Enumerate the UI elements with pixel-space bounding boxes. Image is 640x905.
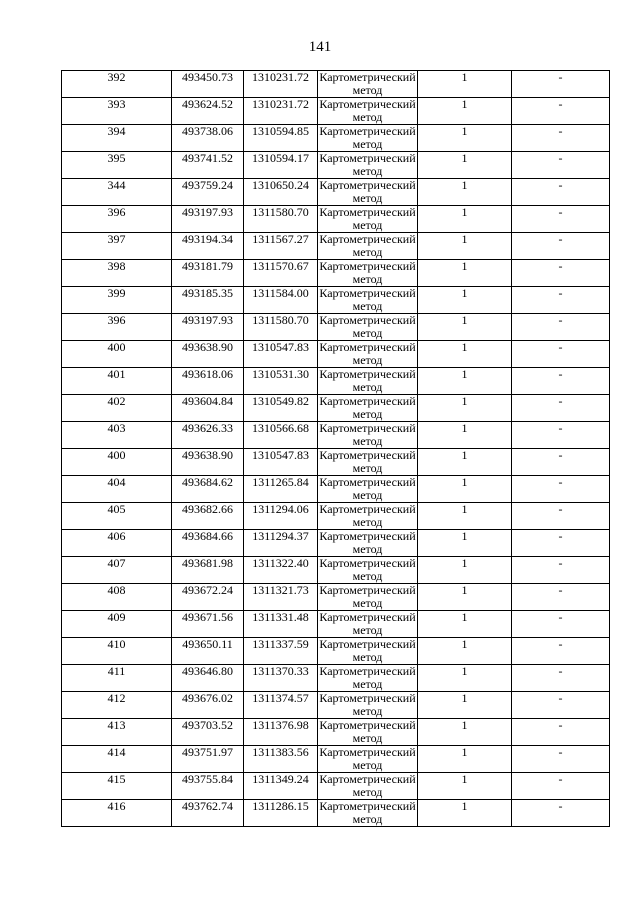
y-coordinate-cell: 1310231.72 (244, 98, 318, 125)
point-number-cell: 399 (62, 287, 172, 314)
method-cell (318, 71, 418, 98)
point-number-cell: 411 (62, 665, 172, 692)
y-coordinate-cell: 1311321.73 (244, 584, 318, 611)
y-coordinate-cell: 1310549.82 (244, 395, 318, 422)
description-cell: - (512, 233, 610, 260)
method-text: Картометрический метод (319, 773, 416, 799)
x-coordinate-cell: 493450.73 (172, 71, 244, 98)
table-row (62, 152, 610, 179)
x-coordinate-cell: 493618.06 (172, 368, 244, 395)
description-cell: - (512, 665, 610, 692)
method-cell (318, 152, 418, 179)
point-number-cell: 407 (62, 557, 172, 584)
x-coordinate-cell: 493684.62 (172, 476, 244, 503)
description-cell: - (512, 773, 610, 800)
y-coordinate-cell: 1311294.37 (244, 530, 318, 557)
x-coordinate-cell: 493759.24 (172, 179, 244, 206)
method-text: Картометрический метод (319, 152, 416, 178)
method-cell (318, 746, 418, 773)
accuracy-cell: 1 (418, 152, 512, 179)
accuracy-cell: 1 (418, 449, 512, 476)
y-coordinate-cell: 1311570.67 (244, 260, 318, 287)
method-text: Картометрический метод (319, 422, 416, 448)
method-cell (318, 206, 418, 233)
table-row (62, 530, 610, 557)
method-cell (318, 692, 418, 719)
method-text: Картометрический метод (319, 800, 416, 826)
y-coordinate-cell: 1311584.00 (244, 287, 318, 314)
method-text: Картометрический метод (319, 179, 416, 205)
coordinates-table-body (62, 71, 610, 827)
x-coordinate-cell: 493197.93 (172, 206, 244, 233)
description-cell: - (512, 179, 610, 206)
y-coordinate-cell: 1311580.70 (244, 206, 318, 233)
accuracy-cell: 1 (418, 206, 512, 233)
x-coordinate-cell: 493646.80 (172, 665, 244, 692)
description-cell: - (512, 530, 610, 557)
method-cell (318, 125, 418, 152)
x-coordinate-cell: 493638.90 (172, 341, 244, 368)
x-coordinate-cell: 493638.90 (172, 449, 244, 476)
method-text: Картометрический метод (319, 98, 416, 124)
coordinates-table (61, 70, 610, 827)
method-cell (318, 395, 418, 422)
description-cell: - (512, 476, 610, 503)
table-row (62, 422, 610, 449)
description-cell: - (512, 692, 610, 719)
x-coordinate-cell: 493755.84 (172, 773, 244, 800)
point-number-cell: 405 (62, 503, 172, 530)
y-coordinate-cell: 1310650.24 (244, 179, 318, 206)
table-row (62, 449, 610, 476)
method-text: Картометрический метод (319, 395, 416, 421)
accuracy-cell: 1 (418, 692, 512, 719)
description-cell: - (512, 611, 610, 638)
description-cell: - (512, 152, 610, 179)
y-coordinate-cell: 1310594.85 (244, 125, 318, 152)
accuracy-cell: 1 (418, 368, 512, 395)
table-row (62, 125, 610, 152)
method-text: Картометрический метод (319, 665, 416, 691)
accuracy-cell: 1 (418, 125, 512, 152)
description-cell: - (512, 422, 610, 449)
point-number-cell: 400 (62, 341, 172, 368)
description-cell: - (512, 341, 610, 368)
table-row (62, 260, 610, 287)
y-coordinate-cell: 1311376.98 (244, 719, 318, 746)
accuracy-cell: 1 (418, 611, 512, 638)
description-cell: - (512, 206, 610, 233)
point-number-cell: 412 (62, 692, 172, 719)
y-coordinate-cell: 1311294.06 (244, 503, 318, 530)
accuracy-cell: 1 (418, 746, 512, 773)
method-text: Картометрический метод (319, 449, 416, 475)
table-row (62, 476, 610, 503)
accuracy-cell: 1 (418, 476, 512, 503)
description-cell: - (512, 260, 610, 287)
y-coordinate-cell: 1311580.70 (244, 314, 318, 341)
method-text: Картометрический метод (319, 719, 416, 745)
y-coordinate-cell: 1310566.68 (244, 422, 318, 449)
x-coordinate-cell: 493194.34 (172, 233, 244, 260)
description-cell: - (512, 584, 610, 611)
accuracy-cell: 1 (418, 773, 512, 800)
point-number-cell: 393 (62, 98, 172, 125)
method-text: Картометрический метод (319, 611, 416, 637)
x-coordinate-cell: 493671.56 (172, 611, 244, 638)
method-text: Картометрический метод (319, 503, 416, 529)
method-cell (318, 665, 418, 692)
description-cell: - (512, 98, 610, 125)
accuracy-cell: 1 (418, 665, 512, 692)
point-number-cell: 402 (62, 395, 172, 422)
method-cell (318, 611, 418, 638)
x-coordinate-cell: 493604.84 (172, 395, 244, 422)
y-coordinate-cell: 1311331.48 (244, 611, 318, 638)
method-cell (318, 530, 418, 557)
description-cell: - (512, 287, 610, 314)
y-coordinate-cell: 1310547.83 (244, 341, 318, 368)
x-coordinate-cell: 493681.98 (172, 557, 244, 584)
point-number-cell: 416 (62, 800, 172, 827)
point-number-cell: 415 (62, 773, 172, 800)
y-coordinate-cell: 1311370.33 (244, 665, 318, 692)
accuracy-cell: 1 (418, 260, 512, 287)
method-text: Картометрический метод (319, 557, 416, 583)
table-row (62, 341, 610, 368)
y-coordinate-cell: 1311265.84 (244, 476, 318, 503)
method-cell (318, 503, 418, 530)
y-coordinate-cell: 1311567.27 (244, 233, 318, 260)
x-coordinate-cell: 493738.06 (172, 125, 244, 152)
description-cell: - (512, 503, 610, 530)
accuracy-cell: 1 (418, 584, 512, 611)
accuracy-cell: 1 (418, 98, 512, 125)
method-text: Картометрический метод (319, 206, 416, 232)
method-text: Картометрический метод (319, 584, 416, 610)
point-number-cell: 395 (62, 152, 172, 179)
y-coordinate-cell: 1310531.30 (244, 368, 318, 395)
table-row (62, 98, 610, 125)
method-cell (318, 638, 418, 665)
accuracy-cell: 1 (418, 314, 512, 341)
x-coordinate-cell: 493751.97 (172, 746, 244, 773)
description-cell: - (512, 395, 610, 422)
point-number-cell: 396 (62, 314, 172, 341)
x-coordinate-cell: 493684.66 (172, 530, 244, 557)
accuracy-cell: 1 (418, 395, 512, 422)
accuracy-cell: 1 (418, 71, 512, 98)
point-number-cell: 403 (62, 422, 172, 449)
point-number-cell: 413 (62, 719, 172, 746)
x-coordinate-cell: 493703.52 (172, 719, 244, 746)
x-coordinate-cell: 493682.66 (172, 503, 244, 530)
point-number-cell: 344 (62, 179, 172, 206)
y-coordinate-cell: 1311374.57 (244, 692, 318, 719)
accuracy-cell: 1 (418, 557, 512, 584)
x-coordinate-cell: 493197.93 (172, 314, 244, 341)
y-coordinate-cell: 1311383.56 (244, 746, 318, 773)
description-cell: - (512, 449, 610, 476)
description-cell: - (512, 746, 610, 773)
method-text: Картометрический метод (319, 368, 416, 394)
y-coordinate-cell: 1311349.24 (244, 773, 318, 800)
method-cell (318, 179, 418, 206)
method-text: Картометрический метод (319, 530, 416, 556)
description-cell: - (512, 638, 610, 665)
x-coordinate-cell: 493672.24 (172, 584, 244, 611)
table-row (62, 314, 610, 341)
method-cell (318, 287, 418, 314)
table-row (62, 179, 610, 206)
point-number-cell: 410 (62, 638, 172, 665)
method-cell (318, 476, 418, 503)
table-row (62, 719, 610, 746)
x-coordinate-cell: 493626.33 (172, 422, 244, 449)
method-cell (318, 233, 418, 260)
accuracy-cell: 1 (418, 287, 512, 314)
description-cell: - (512, 368, 610, 395)
point-number-cell: 408 (62, 584, 172, 611)
method-text: Картометрический метод (319, 233, 416, 259)
table-row (62, 746, 610, 773)
table-row (62, 395, 610, 422)
table-row (62, 503, 610, 530)
method-cell (318, 719, 418, 746)
point-number-cell: 392 (62, 71, 172, 98)
table-row (62, 206, 610, 233)
method-cell (318, 557, 418, 584)
x-coordinate-cell: 493650.11 (172, 638, 244, 665)
method-cell (318, 773, 418, 800)
point-number-cell: 394 (62, 125, 172, 152)
table-row (62, 584, 610, 611)
point-number-cell: 400 (62, 449, 172, 476)
method-cell (318, 449, 418, 476)
table-row (62, 800, 610, 827)
method-text: Картометрический метод (319, 314, 416, 340)
table-row (62, 557, 610, 584)
x-coordinate-cell: 493185.35 (172, 287, 244, 314)
point-number-cell: 406 (62, 530, 172, 557)
point-number-cell: 398 (62, 260, 172, 287)
accuracy-cell: 1 (418, 503, 512, 530)
x-coordinate-cell: 493676.02 (172, 692, 244, 719)
table-row (62, 665, 610, 692)
table-row (62, 287, 610, 314)
page-number: 141 (308, 39, 332, 55)
method-cell (318, 800, 418, 827)
accuracy-cell: 1 (418, 179, 512, 206)
description-cell: - (512, 71, 610, 98)
method-text: Картометрический метод (319, 746, 416, 772)
table-row (62, 368, 610, 395)
table-row (62, 71, 610, 98)
accuracy-cell: 1 (418, 233, 512, 260)
y-coordinate-cell: 1311337.59 (244, 638, 318, 665)
point-number-cell: 401 (62, 368, 172, 395)
y-coordinate-cell: 1311286.15 (244, 800, 318, 827)
table-row (62, 692, 610, 719)
method-cell (318, 341, 418, 368)
x-coordinate-cell: 493624.52 (172, 98, 244, 125)
method-text: Картометрический метод (319, 125, 416, 151)
y-coordinate-cell: 1310547.83 (244, 449, 318, 476)
description-cell: - (512, 557, 610, 584)
method-text: Картометрический метод (319, 341, 416, 367)
description-cell: - (512, 125, 610, 152)
description-cell: - (512, 800, 610, 827)
x-coordinate-cell: 493741.52 (172, 152, 244, 179)
method-cell (318, 584, 418, 611)
method-cell (318, 260, 418, 287)
table-row (62, 638, 610, 665)
table-row (62, 611, 610, 638)
accuracy-cell: 1 (418, 422, 512, 449)
method-cell (318, 314, 418, 341)
y-coordinate-cell: 1310594.17 (244, 152, 318, 179)
accuracy-cell: 1 (418, 638, 512, 665)
accuracy-cell: 1 (418, 530, 512, 557)
method-cell (318, 422, 418, 449)
accuracy-cell: 1 (418, 341, 512, 368)
accuracy-cell: 1 (418, 719, 512, 746)
point-number-cell: 409 (62, 611, 172, 638)
x-coordinate-cell: 493181.79 (172, 260, 244, 287)
y-coordinate-cell: 1311322.40 (244, 557, 318, 584)
table-row (62, 233, 610, 260)
method-text: Картометрический метод (319, 260, 416, 286)
method-cell (318, 98, 418, 125)
y-coordinate-cell: 1310231.72 (244, 71, 318, 98)
description-cell: - (512, 314, 610, 341)
point-number-cell: 397 (62, 233, 172, 260)
method-text: Картометрический метод (319, 692, 416, 718)
table-row (62, 773, 610, 800)
method-text: Картометрический метод (319, 476, 416, 502)
point-number-cell: 404 (62, 476, 172, 503)
accuracy-cell: 1 (418, 800, 512, 827)
point-number-cell: 414 (62, 746, 172, 773)
method-text: Картометрический метод (319, 638, 416, 664)
point-number-cell: 396 (62, 206, 172, 233)
method-text: Картометрический метод (319, 287, 416, 313)
method-text: Картометрический метод (319, 71, 416, 97)
method-cell (318, 368, 418, 395)
x-coordinate-cell: 493762.74 (172, 800, 244, 827)
description-cell: - (512, 719, 610, 746)
